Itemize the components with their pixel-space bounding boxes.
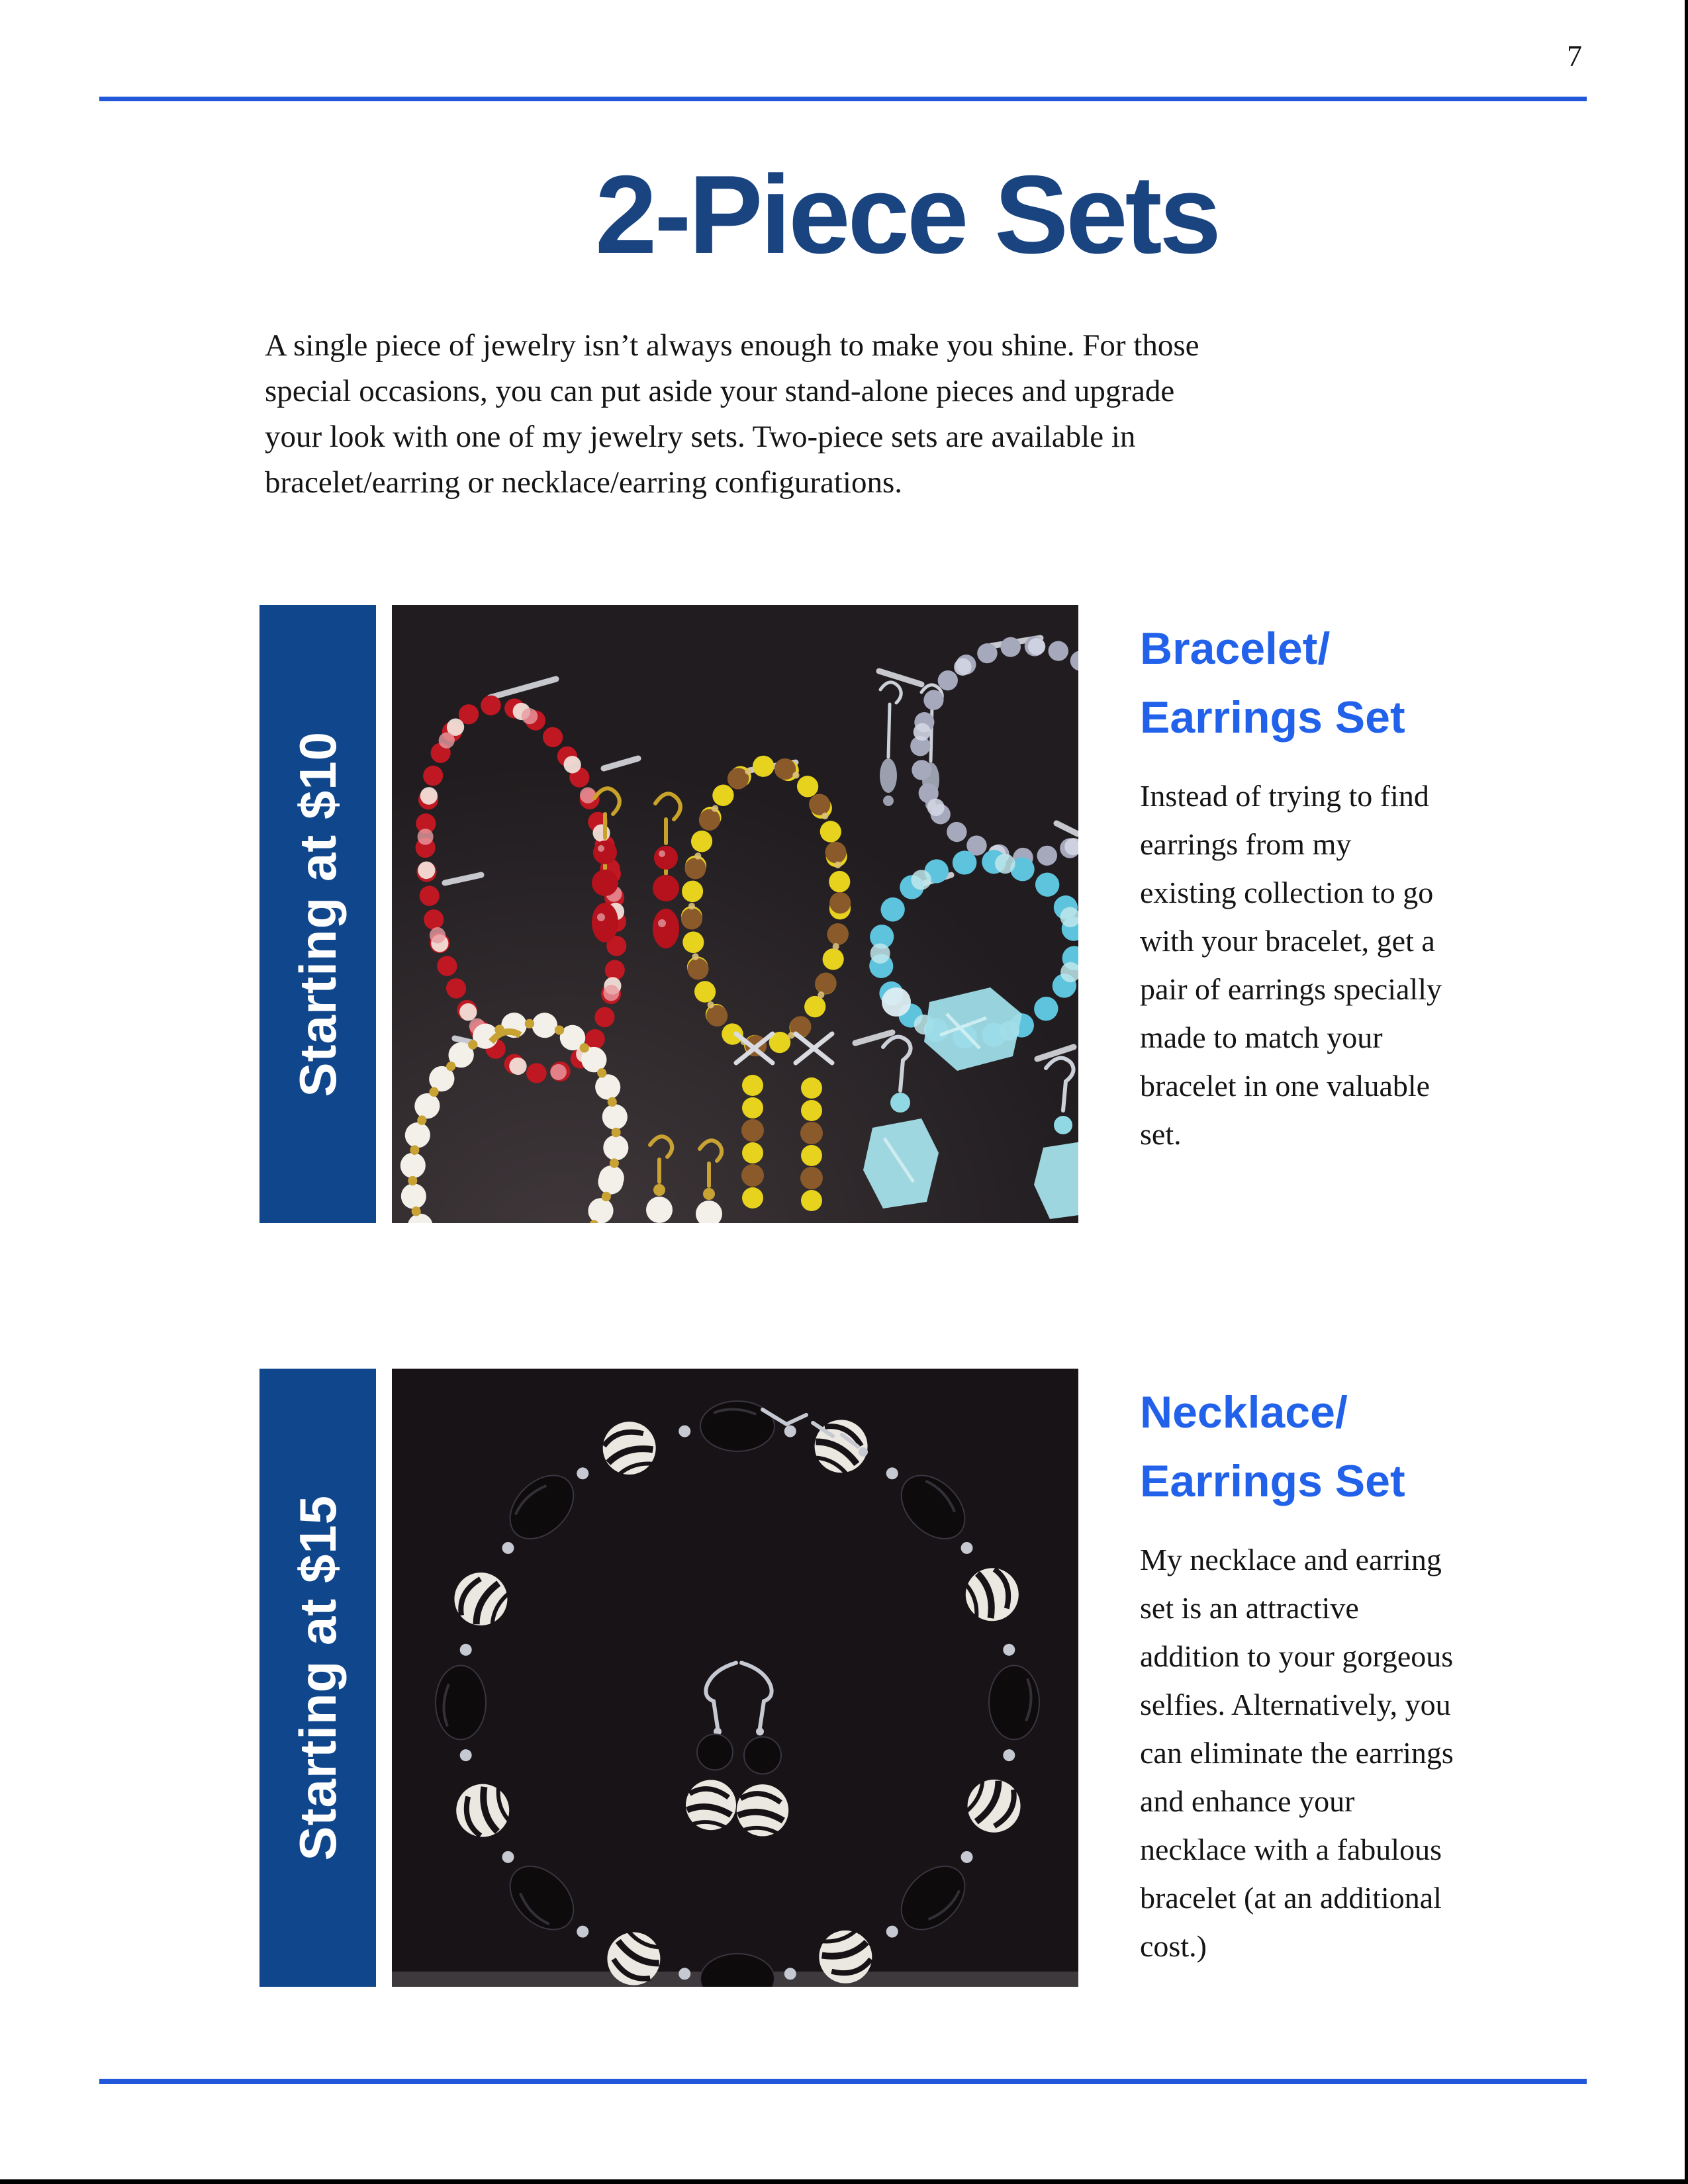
intro-line: special occasions, you can put aside your stand-alone pieces and upgrade [265, 374, 1175, 408]
body-line: set. [1140, 1117, 1182, 1151]
intro-paragraph [265, 323, 1549, 506]
section-body [1140, 1535, 1590, 1970]
necklace-earrings-photo [392, 1369, 1078, 1987]
necklace-earrings-info [1140, 1378, 1590, 1970]
body-line: existing collection to go [1140, 876, 1434, 909]
body-line: set is an attractive [1140, 1591, 1359, 1625]
body-line: bracelet in one valuable [1140, 1069, 1430, 1103]
heading-line: Earrings Set [1140, 1456, 1405, 1506]
section-heading [1140, 1378, 1590, 1516]
body-line: necklace with a fabulous [1140, 1833, 1442, 1866]
body-line: made to match your [1140, 1021, 1383, 1054]
bracelet-earrings-info [1140, 614, 1590, 1158]
heading-line: Bracelet/ [1140, 623, 1331, 674]
bracelet-earrings-photo [392, 605, 1078, 1223]
body-line: earrings from my [1140, 827, 1352, 861]
bracelet-earrings-photo-illustration [392, 605, 1078, 1223]
body-line: with your bracelet, get a [1140, 924, 1435, 958]
body-line: pair of earrings specially [1140, 972, 1442, 1006]
heading-line: Necklace/ [1140, 1387, 1348, 1437]
top-rule [99, 97, 1587, 101]
body-line: Instead of trying to find [1140, 779, 1429, 813]
section-body [1140, 772, 1590, 1158]
necklace-earrings-photo-illustration [392, 1369, 1078, 1987]
page-number: 7 [1567, 39, 1582, 73]
price-banner-label: Starting at $10 [288, 731, 347, 1097]
body-line: addition to your gorgeous [1140, 1639, 1454, 1673]
page-title: 2-Piece Sets [595, 152, 1219, 277]
price-banner-bracelet [259, 605, 376, 1223]
body-line: selfies. Alternatively, you [1140, 1688, 1451, 1721]
intro-line: A single piece of jewelry isn’t always enough to make you shine. For those [265, 328, 1199, 363]
necklace-earrings-section [0, 1369, 1688, 1987]
section-heading [1140, 614, 1590, 752]
body-line: bracelet (at an additional [1140, 1881, 1442, 1915]
bottom-rule [99, 2079, 1587, 2084]
price-banner-necklace [259, 1369, 376, 1987]
body-line: can eliminate the earrings [1140, 1736, 1454, 1770]
body-line: cost.) [1140, 1929, 1207, 1963]
body-line: and enhance your [1140, 1784, 1355, 1818]
price-banner-label: Starting at $15 [288, 1494, 347, 1861]
heading-line: Earrings Set [1140, 692, 1405, 743]
intro-line: your look with one of my jewelry sets. Two-piece sets are available in [265, 420, 1136, 454]
intro-line: bracelet/earring or necklace/earring configurations. [265, 465, 902, 500]
page-edge-right [1685, 0, 1688, 2184]
body-line: My necklace and earring [1140, 1543, 1442, 1576]
page-edge-bottom [0, 2179, 1688, 2184]
bracelet-earrings-section [0, 605, 1688, 1223]
